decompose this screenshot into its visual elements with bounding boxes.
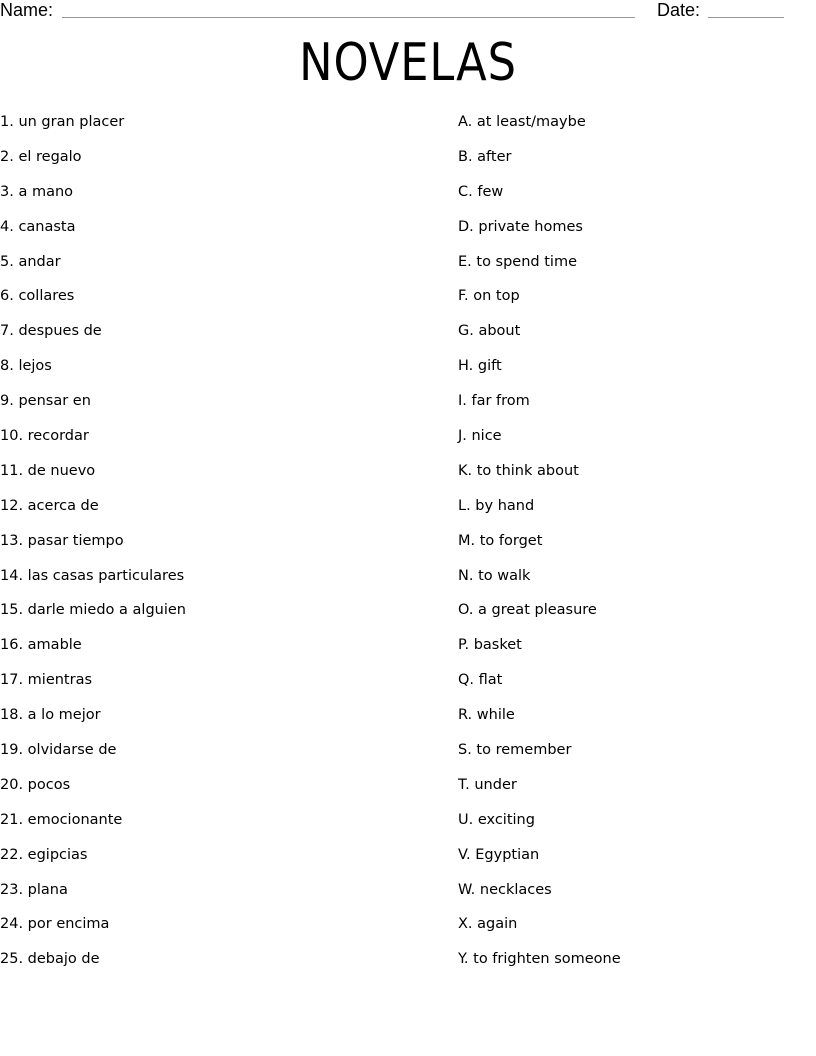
term-item: 13. pasar tiempo	[0, 532, 124, 549]
term-item: 5. andar	[0, 253, 61, 270]
term-item: 3. a mano	[0, 183, 74, 200]
definition-item: X. again	[458, 916, 518, 933]
term-item: 17. mientras	[0, 672, 93, 689]
definition-item: G. about	[458, 323, 521, 340]
definition-item: K. to think about	[458, 462, 579, 479]
definition-item: Y. to frighten someone	[458, 951, 621, 968]
definition-item: E. to spend time	[458, 253, 577, 270]
name-blank-line	[62, 17, 635, 18]
date-blank-line	[708, 17, 784, 18]
term-item: 20. pocos	[0, 776, 71, 793]
term-item: 16. amable	[0, 637, 82, 654]
definition-item: A. at least/maybe	[458, 114, 586, 130]
definition-item: M. to forget	[458, 532, 543, 549]
definition-item: D. private homes	[458, 218, 583, 235]
definition-item: J. nice	[458, 428, 502, 445]
definition-item: S. to remember	[458, 742, 572, 759]
worksheet-title: NOVELAS	[299, 33, 517, 93]
definition-item: I. far from	[458, 393, 530, 410]
term-item: 2. el regalo	[0, 148, 82, 165]
term-item: 18. a lo mejor	[0, 707, 101, 724]
definition-item: R. while	[458, 707, 515, 724]
term-item: 4. canasta	[0, 218, 76, 235]
definition-item: F. on top	[458, 288, 520, 305]
term-item: 6. collares	[0, 288, 75, 305]
definition-item: W. necklaces	[458, 881, 552, 898]
term-item: 11. de nuevo	[0, 462, 96, 479]
definition-item: V. Egyptian	[458, 846, 540, 863]
definition-item: L. by hand	[458, 497, 535, 514]
terms-list	[0, 110, 440, 982]
term-item: 23. plana	[0, 881, 68, 898]
worksheet-header	[0, 0, 816, 22]
term-item: 21. emocionante	[0, 811, 123, 828]
definition-item: O. a great pleasure	[458, 602, 597, 619]
definition-item: B. after	[458, 148, 512, 165]
date-label: Date:	[657, 0, 701, 20]
term-item: 1. un gran placer	[0, 114, 125, 130]
term-item: 25. debajo de	[0, 951, 100, 968]
definition-item: U. exciting	[458, 811, 535, 828]
term-item: 15. darle miedo a alguien	[0, 602, 186, 619]
definition-item: N. to walk	[458, 567, 531, 584]
term-item: 22. egipcias	[0, 846, 88, 863]
term-item: 12. acerca de	[0, 497, 99, 514]
definitions-list	[458, 110, 808, 982]
definition-item: P. basket	[458, 637, 522, 654]
definition-item: T. under	[458, 776, 517, 793]
name-label: Name:	[0, 0, 54, 20]
term-item: 24. por encima	[0, 916, 110, 933]
definition-item: Q. flat	[458, 672, 503, 689]
term-item: 8. lejos	[0, 358, 52, 375]
term-item: 7. despues de	[0, 323, 102, 340]
term-item: 14. las casas particulares	[0, 567, 185, 584]
term-item: 10. recordar	[0, 428, 89, 445]
definition-item: C. few	[458, 183, 504, 200]
definition-item: H. gift	[458, 358, 502, 375]
term-item: 19. olvidarse de	[0, 742, 117, 759]
term-item: 9. pensar en	[0, 393, 91, 410]
